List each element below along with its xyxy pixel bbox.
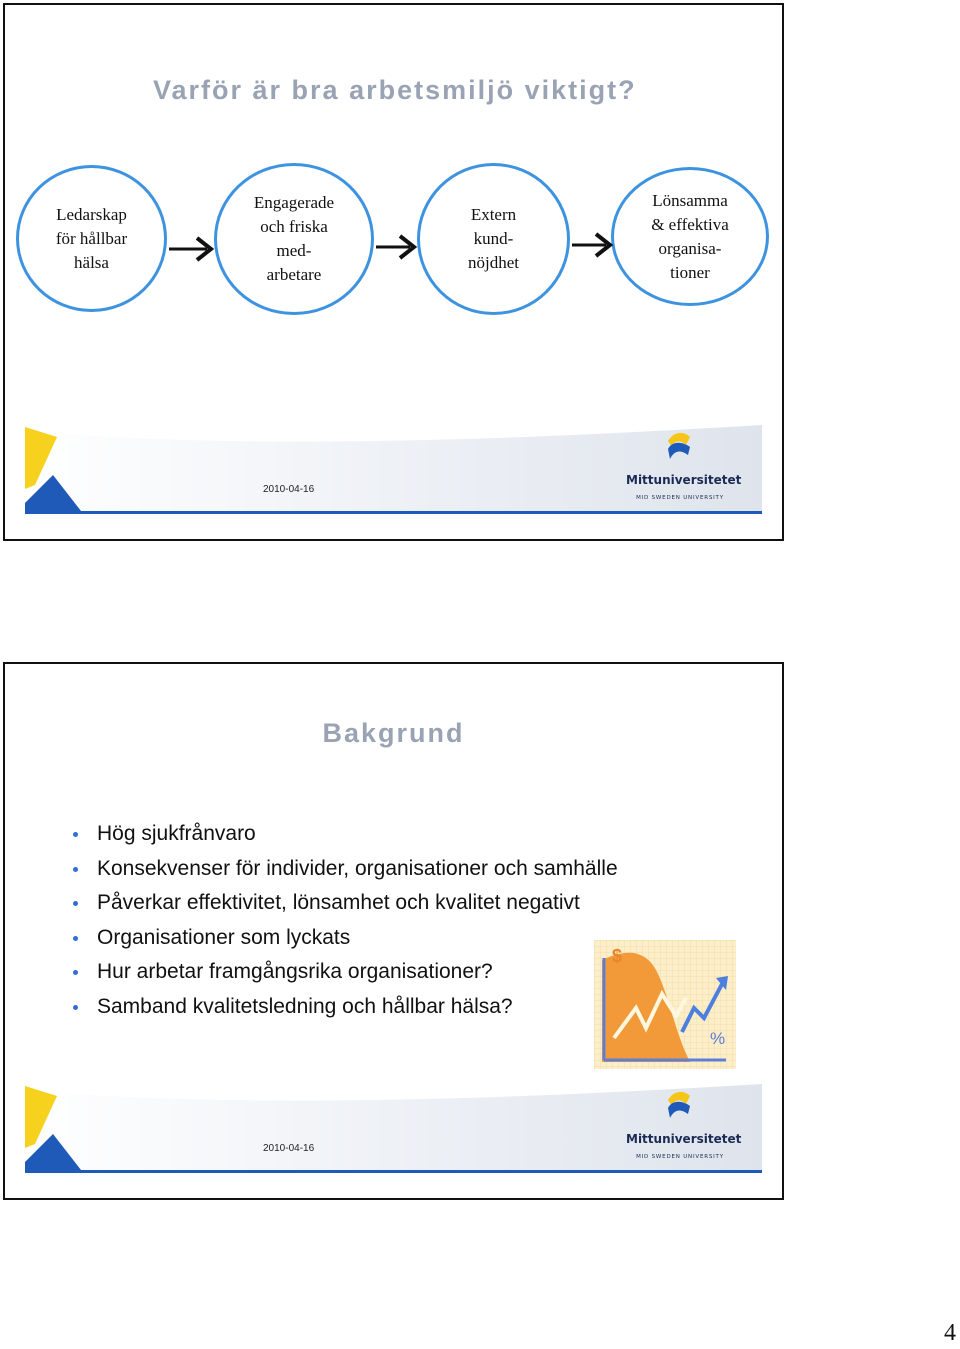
flow-node-customer-satisfaction: Extern kund- nöjdhet xyxy=(417,163,570,315)
flow-node-engaged-employees: Engagerade och friska med- arbetare xyxy=(214,163,374,315)
flow-arrow-3 xyxy=(570,231,614,259)
bullet-item: Hur arbetar framgångsrika organisationer? xyxy=(68,955,618,990)
bullet-item: Hög sjukfrånvaro xyxy=(68,817,618,852)
footer-date: 2010-04-16 xyxy=(263,484,315,495)
logo-emblem-icon xyxy=(666,1090,692,1120)
bullet-dot-icon xyxy=(73,832,78,837)
logo-subtitle: MID SWEDEN UNIVERSITY xyxy=(636,1154,724,1160)
slide-1-title: Varför är bra arbetsmiljö viktigt? xyxy=(153,75,637,105)
logo-name: Mittuniversitetet xyxy=(626,1132,742,1146)
bullet-item: Påverkar effektivitet, lönsamhet och kvalitet negativt xyxy=(68,886,618,921)
footer-date: 2010-04-16 xyxy=(263,1143,315,1154)
bullet-dot-icon xyxy=(73,1005,78,1010)
bullet-dot-icon xyxy=(73,867,78,872)
bullet-item: Organisationer som lyckats xyxy=(68,921,618,956)
flow-node-profitable-organisations: Lönsamma & effektiva organisa- tioner xyxy=(611,167,769,306)
bullet-dot-icon xyxy=(73,901,78,906)
page-number: 4 xyxy=(944,1320,956,1346)
university-logo xyxy=(626,1090,742,1160)
university-logo xyxy=(626,431,742,501)
finance-growth-clipart xyxy=(594,940,736,1069)
flow-node-leadership: Ledarskap för hållbar hälsa xyxy=(16,165,167,312)
bullet-dot-icon xyxy=(73,970,78,975)
logo-subtitle: MID SWEDEN UNIVERSITY xyxy=(636,495,724,501)
dollar-symbol: $ xyxy=(612,946,623,966)
bullet-dot-icon xyxy=(73,936,78,941)
bullet-item: Konsekvenser för individer, organisationer och samhälle xyxy=(68,852,618,887)
bullet-item: Samband kvalitetsledning och hållbar hälsa? xyxy=(68,990,618,1025)
flow-arrow-2 xyxy=(374,233,418,261)
percent-symbol: % xyxy=(710,1029,726,1048)
logo-emblem-icon xyxy=(666,431,692,461)
slide-2-title: Bakgrund xyxy=(322,718,465,748)
flow-arrow-1 xyxy=(167,235,215,263)
logo-name: Mittuniversitetet xyxy=(626,473,742,487)
bullet-list xyxy=(68,817,618,1025)
slide-1 xyxy=(3,3,784,541)
slide-2 xyxy=(3,662,784,1200)
